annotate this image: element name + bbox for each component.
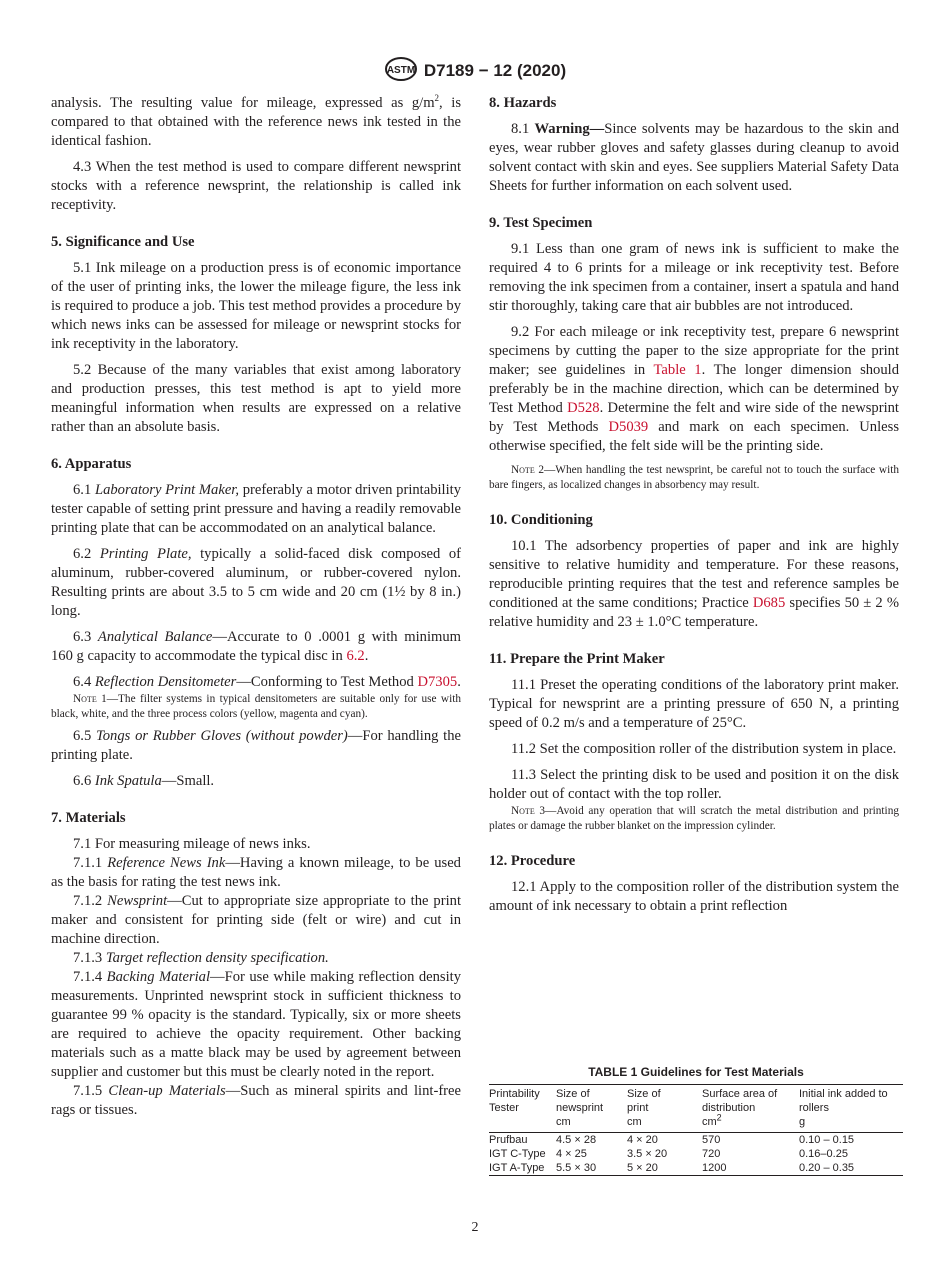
paragraph-9-1: 9.1 Less than one gram of news ink is sufficient to make the required 4 to 6 prints for a mileage or ink receptivity test. Before removing the ink specimen from a container, insert a spatula and hand stir thoroughly, taking care that air bubbles are not introduced.: [489, 241, 899, 314]
table-header-row: [489, 1085, 903, 1133]
section-heading-11: 11. Prepare the Print Maker: [489, 651, 665, 667]
left-column: [51, 94, 461, 1120]
paragraph-continuation: analysis. The resulting value for mileage, expressed as $g/m^2$, is compared to that obtained with the reference news ink tested in the identical fashion.: [51, 93, 461, 149]
table-row: IGT C-Type 4 × 25 3.5 × 20 720 0.16–0.25: [489, 1148, 848, 1160]
paragraph-6-2: 6.2 Printing Plate, typically a solid-faced disk composed of aluminum, rubber-covered aluminum, or rubber-covered nylon. Resulting prints are about 3.5 to 5 cm wide and 20 cm (1½ by 8 in.) long.: [51, 546, 462, 619]
paragraph-6-1: 6.1 Laboratory Print Maker, preferably a motor driven printability tester capable of setting print pressure and having a readily removable printing plate that can be accommodated on an analytical balance.: [51, 482, 462, 536]
paragraph-7-1-1: 7.1.1 Reference News Ink—Having a known mileage, to be used as the basis for rating the test news ink.: [51, 855, 461, 890]
section-heading-12: 12. Procedure: [489, 853, 576, 869]
section-heading-8: 8. Hazards: [489, 95, 557, 111]
astm-logo-icon: [384, 56, 418, 87]
paragraph-7-1-5: 7.1.5 Clean-up Materials—Such as mineral spirits and lint-free rags or tissues.: [51, 1083, 461, 1118]
paragraph-5-1: 5.1 Ink mileage on a production press is of economic importance of the user of printing inks, the lower the mileage figure, the less ink is required to produce a job. This test method provides a procedure by which news inks can be assessed for mileage or newsprint stocks for ink receptivity in the laboratory.: [51, 260, 461, 352]
section-link-6-2[interactable]: 6.2: [346, 648, 365, 664]
paragraph-9-2: 9.2 For each mileage or ink receptivity test, prepare 6 newsprint specimens by cutting the paper to the size appropriate for the print maker; see guidelines in Table 1. The longer dimension should preferably be in the machine direction, which can be determined by Test Method D528. Determine the felt and wire side of the newsprint by Test Methods D5039 and mark on each specimen. Unless otherwise specified, the felt side will be the printing side.: [489, 324, 899, 454]
standard-link-d685[interactable]: D685: [752, 595, 786, 611]
page-header: [0, 56, 950, 87]
paragraph-11-1: 11.1 Preset the operating conditions of the laboratory print maker. Typical for newsprint are a printing pressure of 650 N, a printing speed of 0.2 m/s and a temperature of 25°C.: [489, 677, 899, 731]
right-column: [489, 94, 899, 923]
column-header-newsprint-size: Size of newsprint cm: [556, 1088, 604, 1128]
paragraph-11-3: 11.3 Select the printing disk to be used and position it on the disk holder out of contact with the top roller.: [489, 767, 899, 802]
section-heading-7: 7. Materials: [51, 810, 126, 826]
table-1-link[interactable]: Table 1: [653, 362, 702, 378]
paragraph-6-6: 6.6 Ink Spatula—Small.: [73, 773, 215, 789]
column-header-tester: Printability Tester: [489, 1088, 540, 1114]
paragraph-6-4: 6.4 Reflection Densitometer—Conforming to Test Method D7305.: [73, 674, 461, 690]
standard-link-d7305[interactable]: D7305: [417, 674, 458, 690]
standard-link-d5039[interactable]: D5039: [608, 419, 649, 435]
section-heading-6: 6. Apparatus: [51, 456, 132, 472]
table-row: IGT A-Type 5.5 × 30 5 × 20 1200 0.20 – 0.35: [489, 1161, 903, 1176]
table-title: TABLE 1 Guidelines for Test Materials: [588, 1065, 804, 1079]
svg-text:ASTM: ASTM: [386, 65, 416, 76]
note-3: Note 3—Avoid any operation that will scratch the metal distribution and printing plates or damage the rubber blanket on the impression cylinder.: [489, 805, 899, 832]
note-2: Note 2—When handling the test newsprint, be careful not to touch the surface with bare fingers, as localized changes in absorbency may result.: [489, 464, 899, 491]
paragraph-7-1-3: 7.1.3 Target reflection density specification.: [73, 950, 329, 966]
paragraph-5-2: 5.2 Because of the many variables that exist among laboratory and production presses, this test method is apt to yield more meaningful information when results are expressed on a relative rather than an absolute basis.: [51, 362, 461, 435]
paragraph-10-1: 10.1 The adsorbency properties of paper and ink are highly sensitive to relative humidity and temperature. For these reasons, reproducible printing requires that the test and reference samples be conditioned at the same conditions; Practice D685 specifies 50 ± 2 % relative humidity and 23 ± 1.0°C temperature.: [489, 538, 900, 630]
paragraph-12-1: 12.1 Apply to the composition roller of the distribution system the amount of ink necessary to obtain a print reflection: [489, 879, 899, 914]
paragraph-8-1: 8.1 Warning—Since solvents may be hazardous to the skin and eyes, wear rubber gloves and safety glasses during cleanup to avoid solvent contact with skin and eyes. See suppliers Material Safety Data Sheets for further information on each solvent used.: [489, 121, 899, 194]
paragraph-6-5: 6.5 Tongs or Rubber Gloves (without powder)—For handling the printing plate.: [51, 728, 462, 763]
guidelines-table: [489, 1084, 903, 1176]
paragraph-6-3: 6.3 Analytical Balance—Accurate to 0 .0001 g with minimum 160 g capacity to accommodate the typical disc in 6.2.: [51, 629, 461, 664]
column-header-print-size: Size of print cm: [627, 1088, 661, 1128]
page-number: 2: [471, 1220, 479, 1235]
note-1: Note 1—The filter systems in typical densitometers are suitable only for use with black, white, and the three process colors (yellow, magenta and cyan).: [51, 693, 461, 720]
paragraph-7-1-2: 7.1.2 Newsprint—Cut to appropriate size appropriate to the print maker and consistent for printing side (felt or wire) and cut in machine direction.: [51, 893, 461, 947]
table-1: [489, 1065, 903, 1176]
paragraph-7-1: 7.1 For measuring mileage of news inks.: [73, 836, 311, 852]
paragraph-7-1-4: 7.1.4 Backing Material—For use while making reflection density measurements. Unprinted newsprint stock in sufficient thickness to guarantee 99 % opacity is the standard. Typically, six or more sheets are required to achieve the opacity requirement. Other backing materials such as a matte black may be used by agreement between supplier and customer but this must be clearly noted in the report.: [51, 969, 462, 1080]
column-header-initial-ink: Initial ink added to rollers g: [799, 1088, 888, 1128]
section-heading-10: 10. Conditioning: [489, 512, 593, 528]
paragraph-4-3: 4.3 When the test method is used to compare different newsprint stocks with a reference newsprint, the relationship is called ink receptivity.: [51, 159, 461, 213]
table-row: Prufbau 4.5 × 28 4 × 20 570 0.10 – 0.15: [489, 1134, 855, 1146]
section-heading-5: 5. Significance and Use: [51, 234, 195, 250]
document-designation: D7189 − 12 (2020): [423, 60, 567, 80]
column-header-surface-area: Surface area of distribution $cm^2$: [702, 1088, 778, 1128]
standard-link-d528[interactable]: D528: [567, 400, 600, 416]
section-heading-9: 9. Test Specimen: [489, 215, 593, 231]
paragraph-11-2: 11.2 Set the composition roller of the distribution system in place.: [511, 741, 897, 757]
